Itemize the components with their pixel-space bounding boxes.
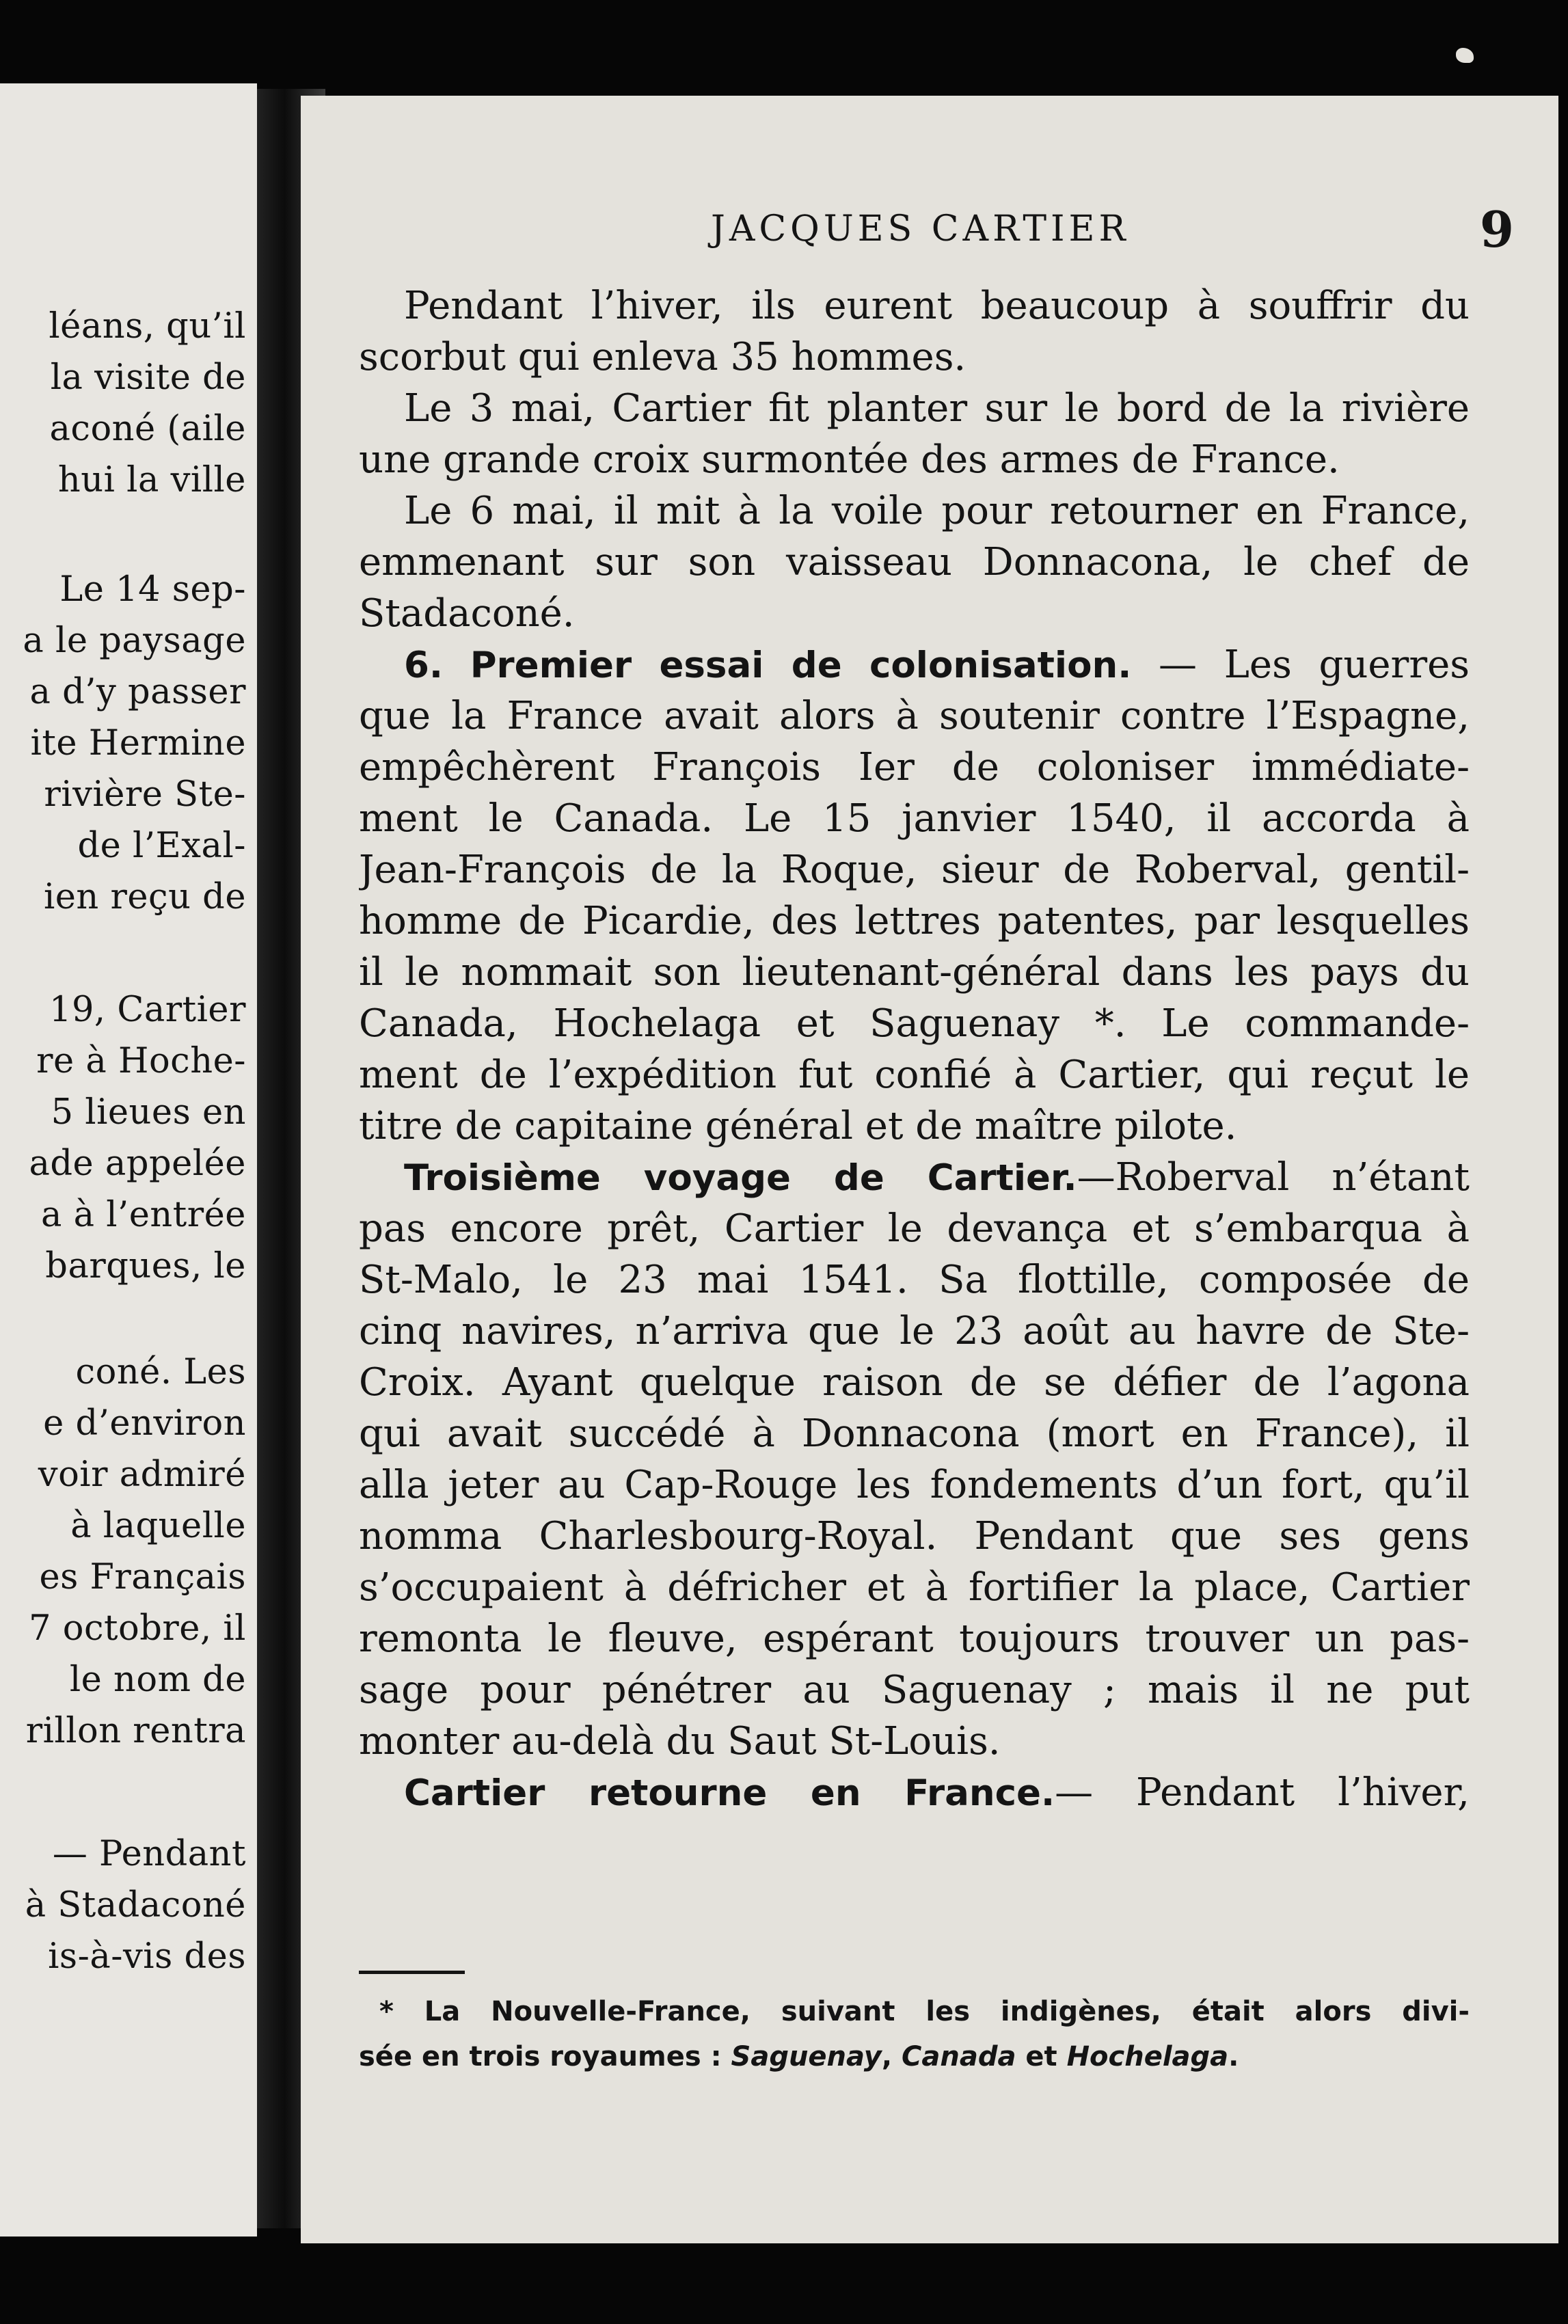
text-line: une grande croix surmontée des armes de France. <box>359 437 1340 482</box>
text-line: que la France avait alors à soutenir contre l’Espagne, <box>359 694 1470 738</box>
footnote-term-hochelaga: Hochelaga <box>1066 2041 1229 2072</box>
text-line: scorbut qui enleva 35 hommes. <box>359 335 967 379</box>
left-line: is-à-vis des <box>48 1936 246 1977</box>
text-line: sage pour pénétrer au Saguenay ; mais il ne put <box>359 1668 1470 1712</box>
text-line: Le 6 mai, il mit à la voile pour retourner en France, <box>404 489 1470 533</box>
left-line: le nom de <box>69 1660 246 1700</box>
text-line: Pendant l’hiver, ils eurent beaucoup à souffrir du <box>404 284 1470 328</box>
left-line: 19, Cartier <box>49 990 246 1030</box>
section-heading-line <box>359 1152 1470 1203</box>
footnote-text: . <box>1228 2041 1239 2072</box>
left-line: rillon rentra <box>25 1711 246 1751</box>
left-line: a d’y passer <box>29 672 246 712</box>
footnote-text: et <box>1016 2041 1067 2072</box>
text-line: empêchèrent François Ier de coloniser immédiate- <box>359 745 1470 789</box>
left-line: la visite de <box>50 357 246 398</box>
text-line: emmenant sur son vaisseau Donnacona, le chef de <box>359 540 1470 584</box>
text-line: s’occupaient à défricher et à fortifier la place, Cartier <box>359 1565 1470 1610</box>
left-line: hui la ville <box>57 460 246 500</box>
footnote-rule <box>359 1971 465 1974</box>
section-number: 6. <box>404 645 444 686</box>
left-line: 5 lieues en <box>51 1092 246 1133</box>
left-line: es Français <box>39 1557 246 1597</box>
left-line: à laquelle <box>70 1506 246 1546</box>
left-line: Le 14 sep- <box>59 569 246 610</box>
left-line: ade appelée <box>29 1144 246 1184</box>
text-run: —Roberval n’étant <box>1077 1155 1470 1200</box>
footnote-term-saguenay: Saguenay <box>731 2041 882 2072</box>
text-line: Le 3 mai, Cartier fit planter sur le bord de la rivière <box>404 386 1470 431</box>
left-line: coné. Les <box>75 1352 246 1392</box>
footnote-text: , <box>881 2041 902 2072</box>
text-line: qui avait succédé à Donnacona (mort en France), il <box>359 1411 1470 1456</box>
text-line: nomma Charlesbourg-Royal. Pendant que ses gens <box>359 1514 1470 1558</box>
left-line: rivière Ste- <box>44 774 246 815</box>
left-line: — Pendant <box>52 1834 246 1874</box>
left-line: e d’environ <box>43 1403 246 1444</box>
section-heading: Premier essai de colonisation. <box>470 645 1132 686</box>
footnote-line <box>359 2034 1470 2079</box>
text-line: homme de Picardie, des lettres patentes, par lesquelles <box>359 899 1470 943</box>
text-run: — Pendant l’hiver, <box>1055 1770 1470 1815</box>
left-page-fragment <box>0 83 257 2237</box>
footnote-line: * La Nouvelle-France, suivant les indigènes, était alors divi- <box>379 1996 1470 2027</box>
text-line: titre de capitaine général et de maître pilote. <box>359 1104 1237 1148</box>
page-number: 9 <box>1479 200 1514 258</box>
left-line: a à l’entrée <box>40 1195 246 1235</box>
running-title: JACQUES CARTIER <box>711 208 1130 249</box>
text-run: — Les guerres <box>1131 643 1470 687</box>
text-line: Canada, Hochelaga et Saguenay *. Le commande- <box>359 1001 1470 1046</box>
text-line: Stadaconé. <box>359 591 575 636</box>
scan-speck <box>1456 48 1474 63</box>
text-line: ment le Canada. Le 15 janvier 1540, il accorda à <box>359 796 1470 841</box>
left-line: de l’Exal- <box>77 826 246 866</box>
left-line: ite Hermine <box>30 723 246 764</box>
text-line: il le nommait son lieutenant-général dans les pays du <box>359 950 1470 995</box>
text-line: Jean-François de la Roque, sieur de Roberval, gentil- <box>359 848 1470 892</box>
text-line: St-Malo, le 23 mai 1541. Sa flottille, composée de <box>359 1258 1470 1302</box>
section-heading: Cartier retourne en France. <box>404 1772 1055 1814</box>
footnote <box>359 1989 1470 2079</box>
text-line: pas encore prêt, Cartier le devança et s’embarqua à <box>359 1206 1470 1251</box>
section-heading-line <box>359 639 1470 690</box>
section-heading: Troisième voyage de Cartier. <box>404 1157 1077 1199</box>
left-line: re à Hoche- <box>36 1041 246 1081</box>
text-line: cinq navires, n’arriva que le 23 août au havre de Ste- <box>359 1309 1470 1353</box>
text-line: monter au-delà du Saut St-Louis. <box>359 1719 1001 1764</box>
left-line: ien reçu de <box>43 877 246 917</box>
left-line: 7 octobre, il <box>29 1608 246 1649</box>
left-line: léans, qu’il <box>49 306 246 347</box>
left-line: barques, le <box>45 1246 246 1286</box>
section-heading-line <box>359 1767 1470 1818</box>
text-line: Croix. Ayant quelque raison de se défier de l’agona <box>359 1360 1470 1405</box>
left-line: à Stadaconé <box>25 1885 246 1926</box>
footnote-term-canada: Canada <box>902 2041 1016 2072</box>
book-page <box>301 96 1558 2243</box>
left-line: voir admiré <box>38 1455 246 1495</box>
left-line: aconé (aile <box>49 409 246 449</box>
text-line: ment de l’expédition fut confié à Cartier, qui reçut le <box>359 1053 1470 1097</box>
main-text <box>359 280 1470 1818</box>
footnote-text: sée en trois royaumes : <box>359 2041 731 2072</box>
text-line: alla jeter au Cap-Rouge les fondements d’un fort, qu’il <box>359 1463 1470 1507</box>
left-line: a le paysage <box>23 621 246 661</box>
page-header <box>301 200 1558 263</box>
text-line: remonta le fleuve, espérant toujours trouver un pas- <box>359 1617 1470 1661</box>
